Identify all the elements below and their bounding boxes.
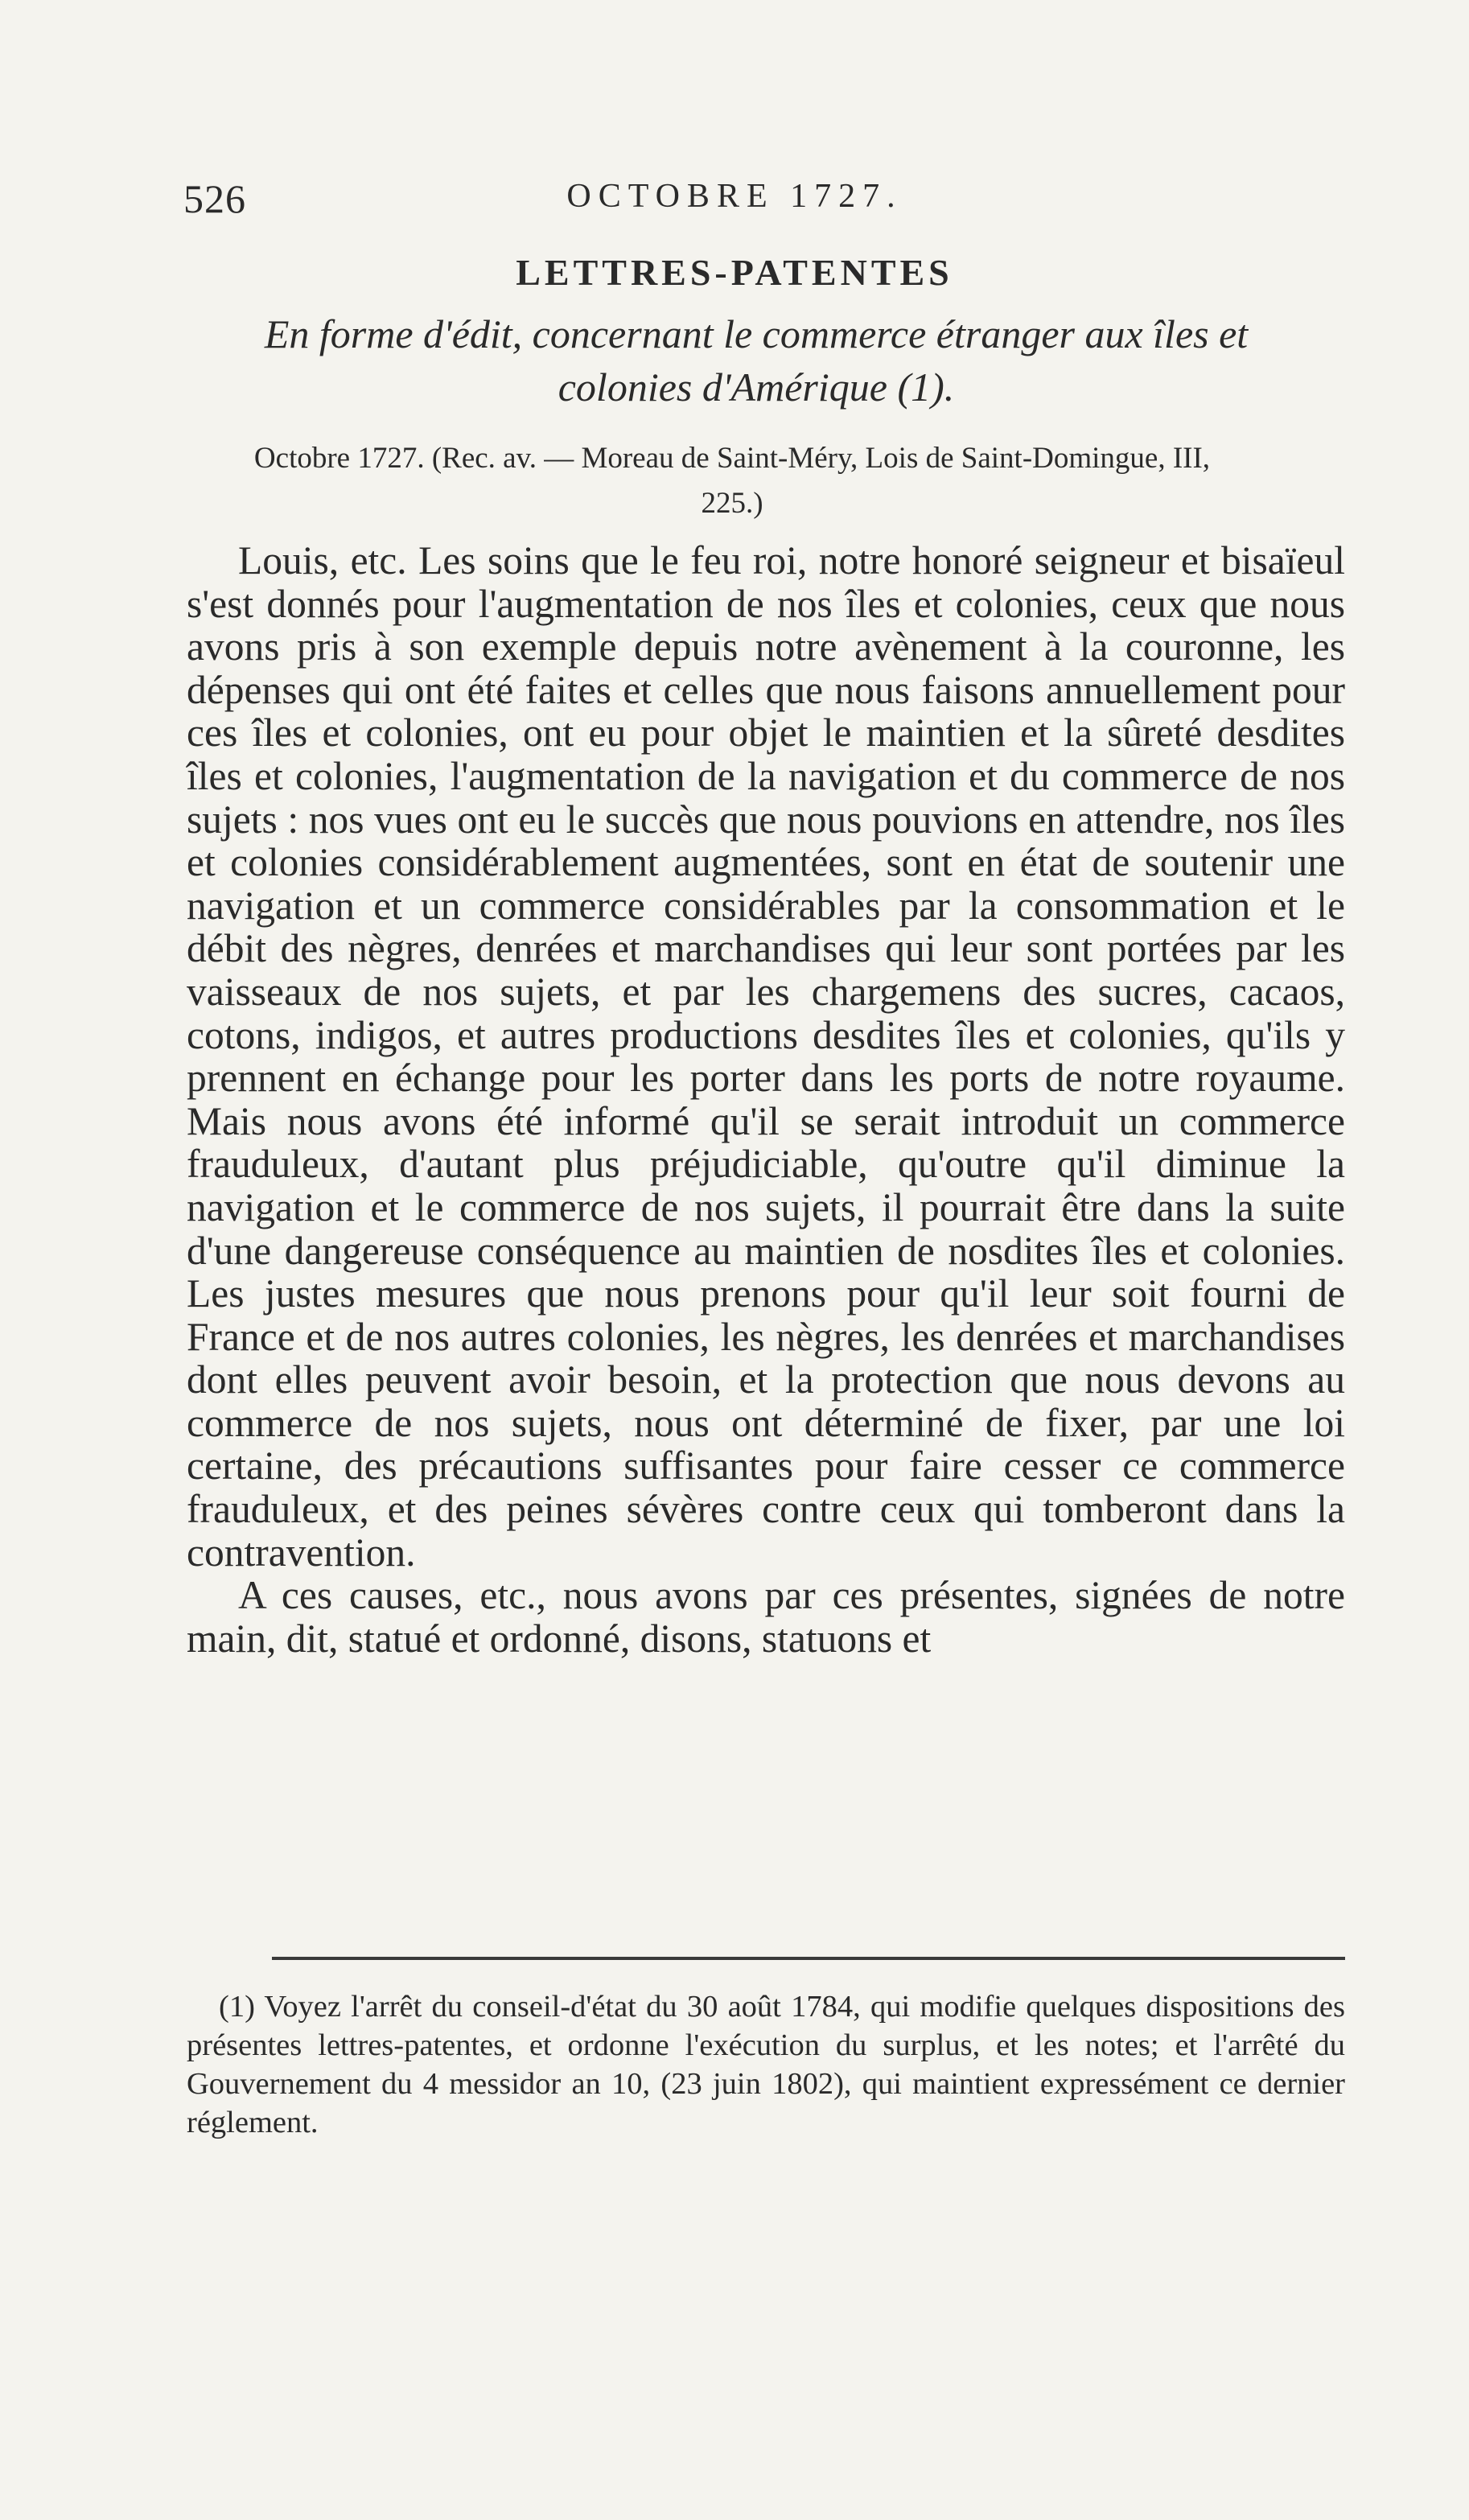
body-text <box>187 539 1345 1660</box>
body-paragraph-2: A ces causes, etc., nous avons par ces présentes, signées de notre main, dit, statué et ordonné, disons, statuons et <box>187 1573 1345 1661</box>
document-subtitle: En forme d'édit, concernant le commerce étranger aux îles et colonies d'Amérique (1). <box>264 311 1249 410</box>
page-number: 526 <box>183 176 246 221</box>
footnote: (1) Voyez l'arrêt du conseil-d'état du 30 août 1784, qui modifie quelques dispositions des présentes lettres-patentes, et ordonne l'exécution du surplus, et les notes; et l'arrêté du Gouvernement du 4 messidor an 10, (23 juin 1802), qui maintient expressément ce dernier réglement. <box>187 1990 1345 2139</box>
source-reference: Octobre 1727. (Rec. av. — Moreau de Saint-Méry, Lois de Saint-Domingue, III, 225.) <box>253 442 1211 520</box>
body-paragraph-1: Louis, etc. Les soins que le feu roi, notre honoré seigneur et bisaïeul s'est donnés pour l'augmentation de nos îles et colonies, ceux que nous avons pris à son exemple depuis notre avènement à la couronne, les dépenses qui ont été faites et celles que nous faisons annuellement pour ces îles et colonies, ont eu pour objet le maintien et la sûreté desdites îles et colonies, l'augmentation de la navigation et du commerce de nos sujets : nos vues ont eu le succès que nous pouvions en attendre, nos îles et colonies considérablement augmentées, sont en état de soutenir une navigation et un commerce considérables par la consommation et le débit des nègres, denrées et marchandises qui leur sont portées par les vaisseaux de nos sujets, et par les chargemens des sucres, cacaos, cotons, indigos, et autres productions desdites îles et colonies, qu'ils y prennent en échange pour les porter dans les ports de notre royaume. Mais nous avons été informé qu'il se serait introduit un commerce frauduleux, d'autant plus préjudiciable, qu'outre qu'il diminue la navigation et le commerce de nos sujets, il pourrait être dans la suite d'une dangereuse conséquence au maintien de nosdites îles et colonies. Les justes mesures que nous prenons pour qu'il leur soit fourni de France et de nos autres colonies, les nègres, les denrées et marchandises dont elles peuvent avoir besoin, et la protection que nous devons au commerce de nos sujets, nous ont déterminé de fixer, par une loi certaine, des précautions suffisantes pour faire cesser ce commerce frauduleux, et des peines sévères contre ceux qui tomberont dans la contravention. <box>187 538 1345 1575</box>
document-title: LETTRES-PATENTES <box>516 252 953 293</box>
running-head: OCTOBRE 1727. <box>566 178 903 215</box>
footnote-divider <box>272 1957 1345 1960</box>
